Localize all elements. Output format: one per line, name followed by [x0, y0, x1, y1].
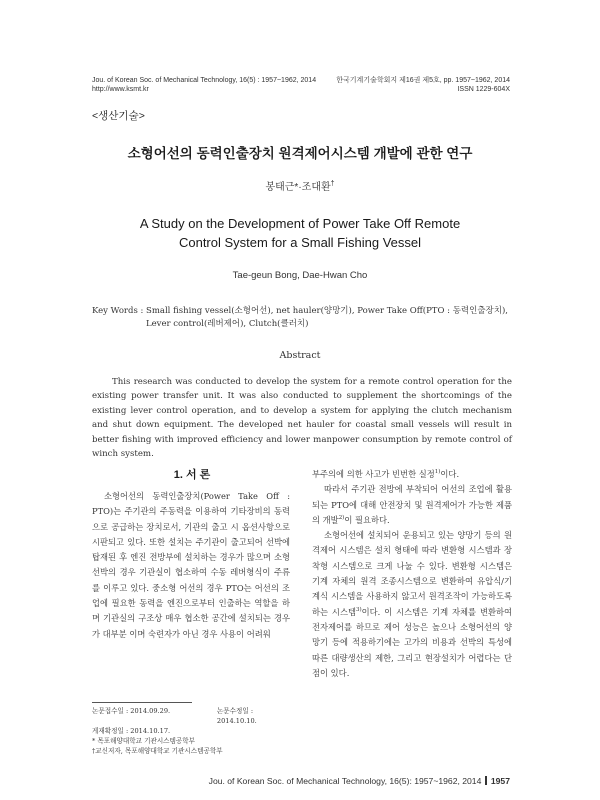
paragraph-text: 이다. 이 시스템은 기계 자체를 변환하여 전자제어를 하므로 제어 성능은 높으나 소형어선의 양망기 등에 적용하기에는 고가의 비용과 선박의 특성에 따른 대량생산의 제한, 그리고 현장설치가 어렵다는 단점이 있다.	[312, 606, 513, 678]
authors-english: Tae-geun Bong, Dae-Hwan Cho	[232, 270, 368, 281]
footer-separator	[485, 776, 487, 785]
paragraph-text: 따라서 주기관 전방에 부착되어 어선의 조업에 활용되는 PTO에 대해 안전장치 및 원격제어가 가능한 제품의 개발	[312, 484, 512, 525]
section-tag: <생산기술>	[92, 110, 145, 122]
intro-paragraph-2	[312, 482, 512, 528]
journal-url[interactable]: http://www.ksmt.kr	[92, 86, 149, 93]
intro-paragraph-1: 소형어선의 동력인출장치(Power Take Off : PTO)는 주기관의 주동력을 이용하여 기타장비의 동력으로 공급하는 장치로서, 기관의 출고 시 옵션사항으로 시판되고 있다. 또한 설치는 주기관이 출고되어 선박에 탑재된 후 엔진 전방부에 설치하는 경우가 많으며 소형 선박의 경우 기관실이 협소하여 수동 레버형식이 주류를 이루고 있다. 중소형 어선의 경우 PTO는 어선의 조업에 필요한 동력을 엔진으로부터 인출하는 역할을 하며 기관실의 구조상 매우 협소한 공간에 설치되는 경우가 대부분 이며 숙련자가 아닌 경우 사용이 어려워	[92, 491, 290, 639]
page-number: 1957	[490, 776, 510, 786]
paragraph-text: 이 필요하다.	[344, 514, 390, 525]
paragraph-text: 이다.	[440, 469, 460, 479]
authors-korean	[60, 178, 540, 193]
paragraph-text: 부주의에 의한 사고가 빈번한 실정	[312, 469, 435, 479]
running-header-right	[336, 76, 510, 94]
paper-title-english	[60, 214, 540, 252]
corresponding-mark: †	[330, 180, 335, 188]
journal-citation: Jou. of Korean Soc. of Mechanical Technology, 16(5) : 1957~1962, 2014	[92, 77, 317, 84]
title-en-line-1: A Study on the Development of Power Take Off Remote	[139, 216, 461, 231]
footnote-dates	[92, 706, 292, 726]
running-header-left	[92, 76, 332, 94]
keywords	[92, 305, 512, 331]
author-names-korean: 봉태근*·조대환	[265, 182, 331, 193]
reference-mark: 2)	[338, 515, 345, 522]
keywords-label: Key Words :	[92, 306, 144, 316]
page-footer	[209, 776, 510, 786]
accepted-date: 게재확정일 : 2014.10.17.	[92, 727, 171, 735]
abstract-heading: Abstract	[279, 350, 321, 361]
intro-paragraph-1-continued	[312, 467, 512, 482]
footer-citation: Jou. of Korean Soc. of Mechanical Technology, 16(5): 1957~1962, 2014	[208, 776, 482, 786]
paper-title-korean: 소형어선의 동력인출장치 원격제어시스템 개발에 관한 연구	[127, 146, 473, 161]
received-date: 논문접수일 : 2014.09.29.	[92, 707, 171, 715]
issn: ISSN 1229-604X	[457, 86, 510, 93]
intro-paragraph-3	[312, 528, 512, 681]
title-en-line-2: Control System for a Small Fishing Vessel	[178, 235, 422, 250]
affiliation-2: †교신저자, 목포해양대학교 기관시스템공학부	[92, 747, 223, 755]
keywords-text: Small fishing vessel(소형어선), net hauler(양망기), Power Take Off(PTO : 동력인출장치), Lever control(레버제어), Clutch(클러치)	[146, 306, 508, 329]
column-right	[312, 467, 512, 681]
reference-mark: 3)	[355, 606, 362, 613]
abstract-body: This research was conducted to develop the system for a remote control operation for the existing power transfer unit. It was also conducted to supplement the shortcomings of the existing lever control operation, and to develop a system for applying the clutch mechanism and shut down equipment. The developed net hauler for coastal small vessels will result in better fishing with improved efficiency and lower manpower consumption by remote control of winch system.	[92, 377, 512, 460]
affiliation-1: * 목포해양대학교 기관시스템공학부	[92, 737, 196, 745]
paragraph-text: 소형어선에 설치되어 운용되고 있는 양망기 등의 원격제어 시스템은 설치 형태에 따라 변환형 시스템과 장착형 시스템으로 크게 나눌 수 있다. 변환형 시스템은 기계 자체의 원격 조종시스템으로 변환하여 유압식/기계식 시스템을 사용하지 않고서 원격조작이 가능하도록 하는 시스템	[312, 530, 512, 617]
column-left	[92, 489, 290, 642]
section-heading-introduction: 1. 서 론	[173, 469, 211, 481]
journal-citation-ko: 한국기계기술학회지 제16권 제5호, pp. 1957~1962, 2014	[336, 77, 510, 84]
footnotes	[92, 706, 292, 756]
footnote-divider	[92, 702, 192, 703]
reference-mark: 1)	[434, 469, 441, 476]
revised-date: 논문수정일 : 2014.10.10.	[216, 707, 257, 725]
